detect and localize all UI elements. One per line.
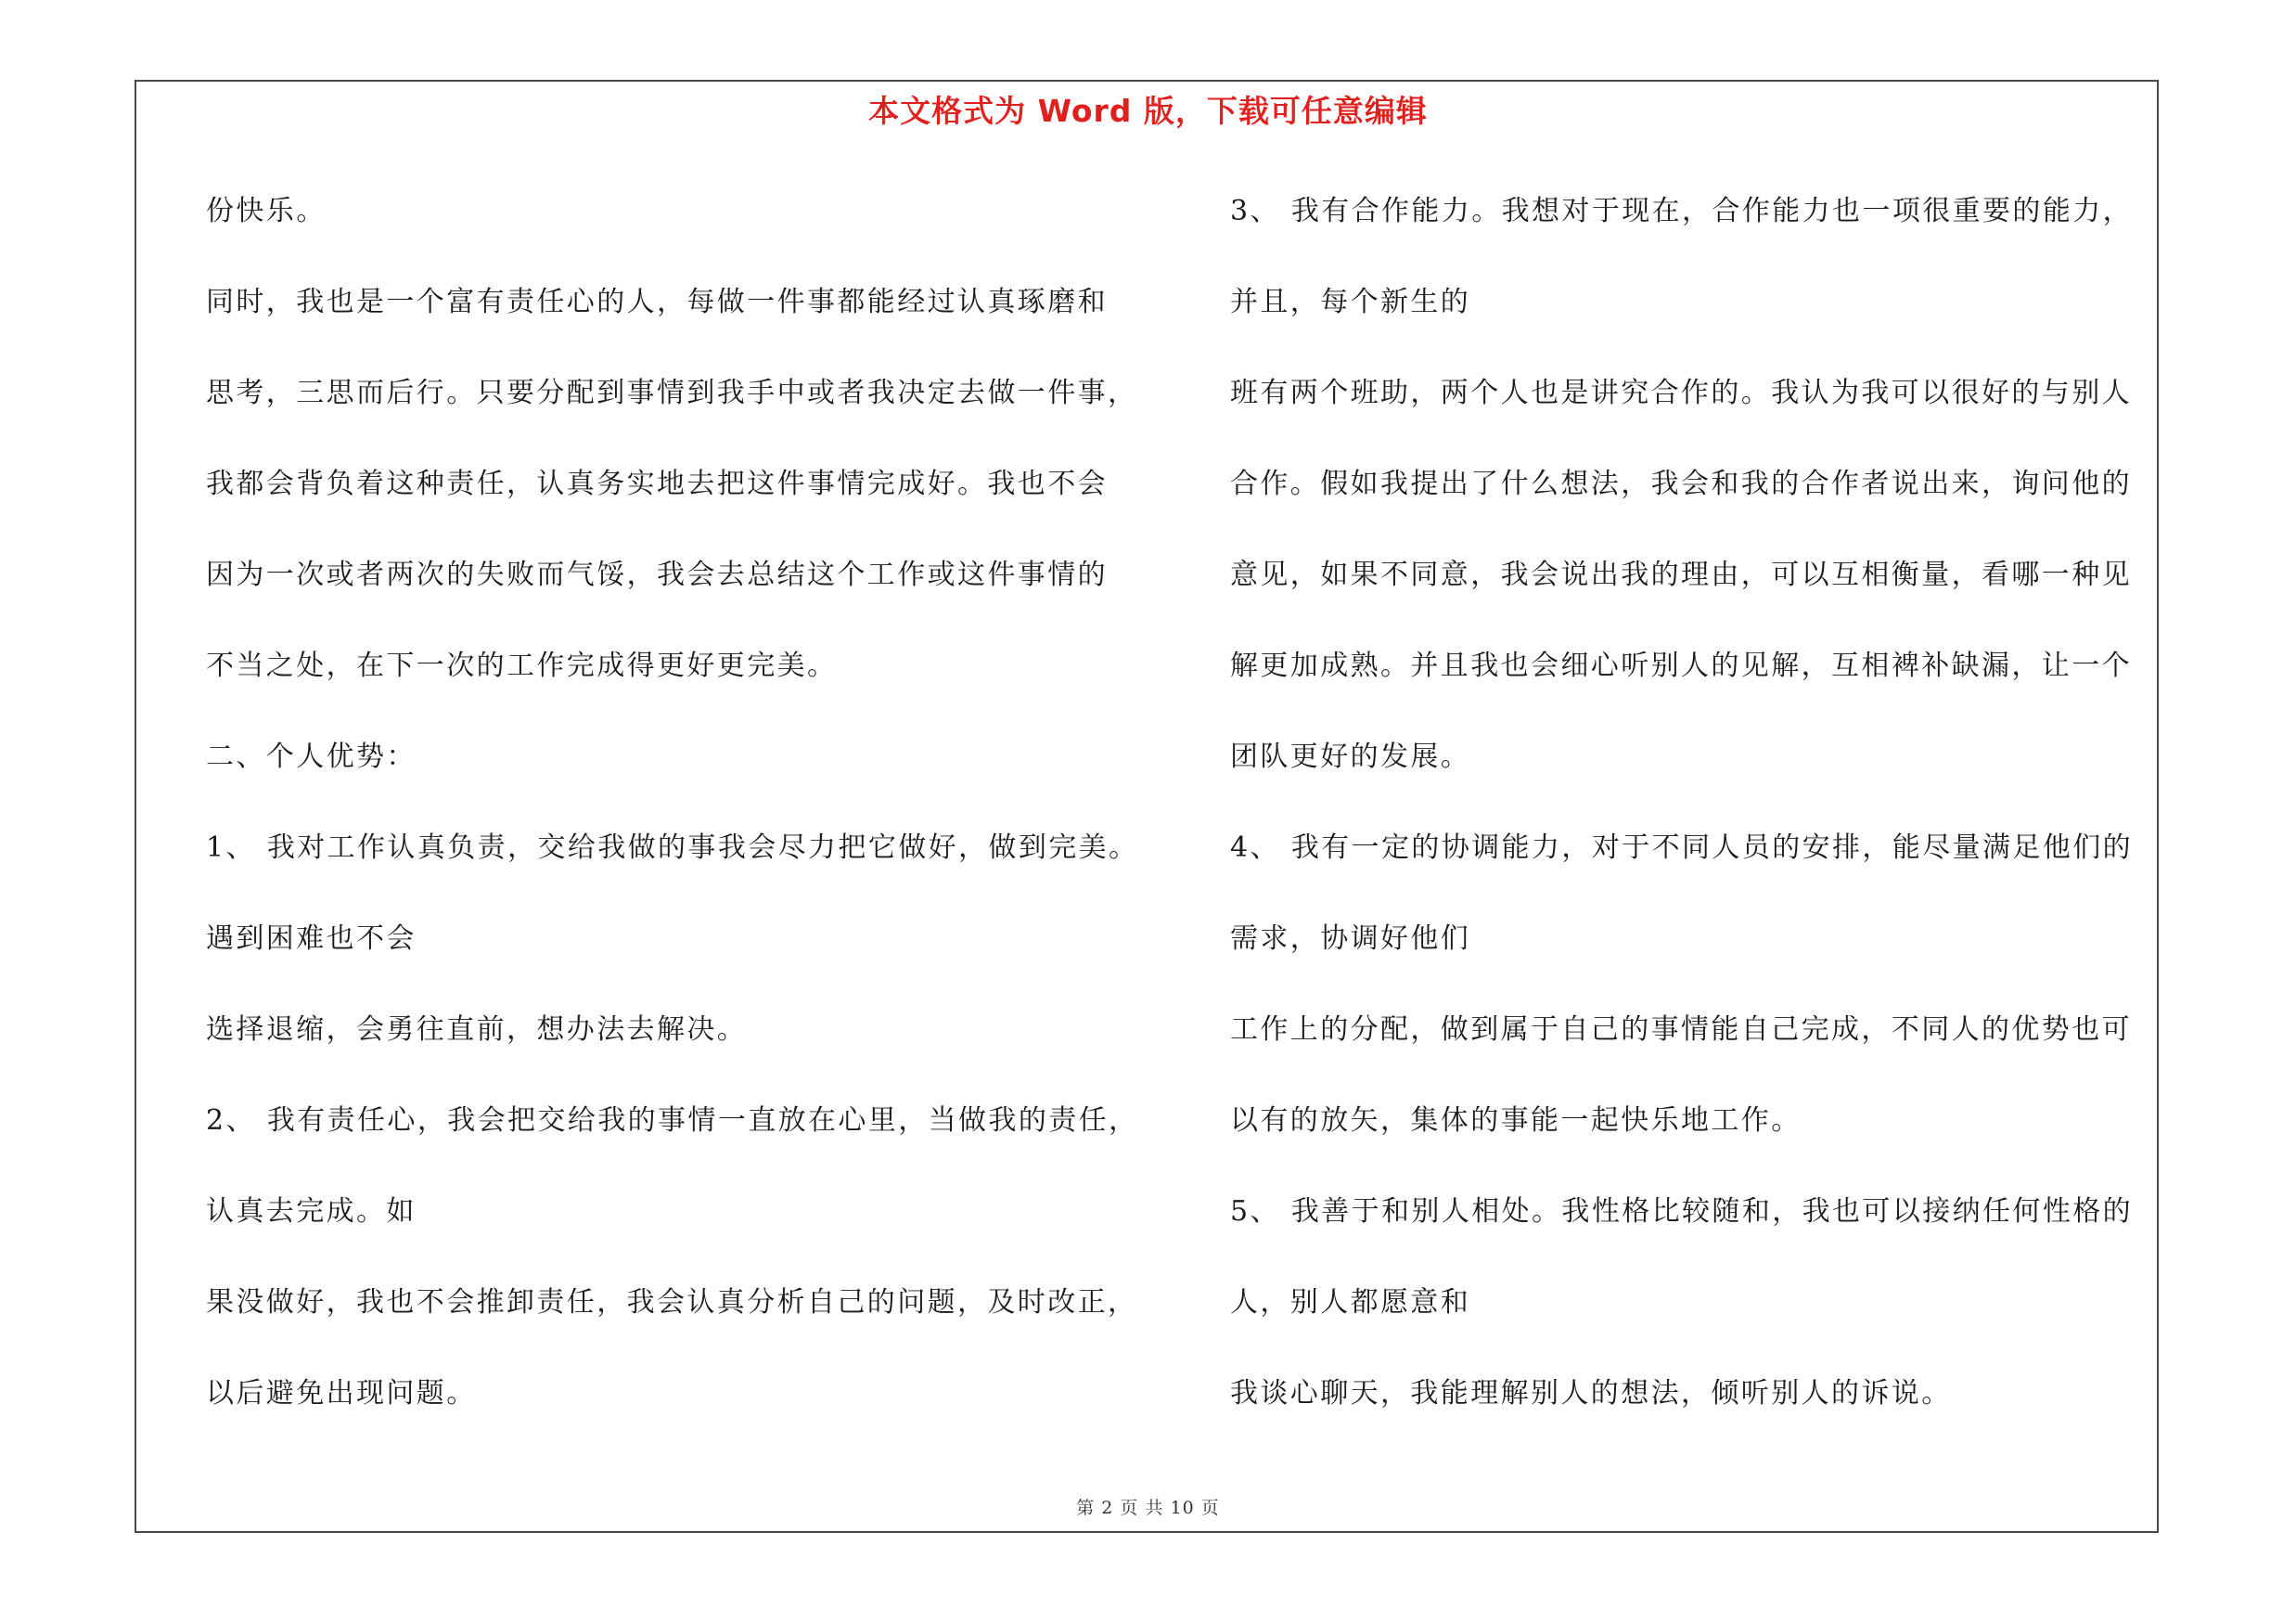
text-line: 3、 我有合作能力。我想对于现在，合作能力也一项很重要的能力，	[1230, 195, 2134, 227]
text-line: 认真去完成。如	[206, 1195, 417, 1228]
text-line: 合作。假如我提出了什么想法，我会和我的合作者说出来，询问他的	[1230, 468, 2132, 500]
left-text-column	[206, 182, 1148, 1455]
text-line: 5、 我善于和别人相处。我性格比较随和，我也可以接纳任何性格的	[1230, 1195, 2134, 1228]
text-line: 我都会背负着这种责任，认真务实地去把这件事情完成好。我也不会	[206, 468, 1108, 500]
text-line: 选择退缩，会勇往直前，想办法去解决。	[206, 1013, 748, 1046]
text-line: 并且，每个新生的	[1230, 286, 1471, 318]
section-heading: 二、个人优势：	[206, 741, 417, 773]
text-line: 以有的放矢，集体的事能一起快乐地工作。	[1230, 1104, 1802, 1137]
right-text-column	[1230, 182, 2167, 1455]
text-line: 人，别人都愿意和	[1230, 1286, 1471, 1319]
text-line: 班有两个班助，两个人也是讲究合作的。我认为我可以很好的与别人	[1230, 377, 2132, 409]
text-line: 因为一次或者两次的失败而气馁，我会去总结这个工作或这件事情的	[206, 559, 1108, 591]
text-line: 团队更好的发展。	[1230, 741, 1471, 773]
text-line: 2、 我有责任心，我会把交给我的事情一直放在心里，当做我的责任，	[206, 1104, 1139, 1137]
text-line: 工作上的分配，做到属于自己的事情能自己完成，不同人的优势也可	[1230, 1013, 2132, 1046]
text-line: 4、 我有一定的协调能力，对于不同人员的安排，能尽量满足他们的	[1230, 831, 2134, 864]
text-line: 解更加成熟。并且我也会细心听别人的见解，互相裨补缺漏，让一个	[1230, 650, 2132, 682]
text-line: 遇到困难也不会	[206, 922, 417, 955]
text-line: 果没做好，我也不会推卸责任，我会认真分析自己的问题，及时改正，	[206, 1286, 1138, 1319]
format-notice: 本文格式为 Word 版，下载可任意编辑	[868, 93, 1428, 129]
text-line: 1、 我对工作认真负责，交给我做的事我会尽力把它做好，做到完美。	[206, 831, 1139, 864]
text-line: 意见，如果不同意，我会说出我的理由，可以互相衡量，看哪一种见	[1230, 559, 2132, 591]
text-line: 需求，协调好他们	[1230, 922, 1471, 955]
text-line: 以后避免出现问题。	[206, 1377, 477, 1410]
text-line: 思考，三思而后行。只要分配到事情到我手中或者我决定去做一件事，	[206, 377, 1138, 409]
text-line: 不当之处，在下一次的工作完成得更好更完美。	[206, 650, 838, 682]
page-number: 第 2 页 共 10 页	[1076, 1498, 1220, 1518]
text-line: 同时，我也是一个富有责任心的人，每做一件事都能经过认真琢磨和	[206, 286, 1108, 318]
text-line: 份快乐。	[206, 195, 327, 227]
text-line: 我谈心聊天，我能理解别人的想法，倾听别人的诉说。	[1230, 1377, 1952, 1410]
